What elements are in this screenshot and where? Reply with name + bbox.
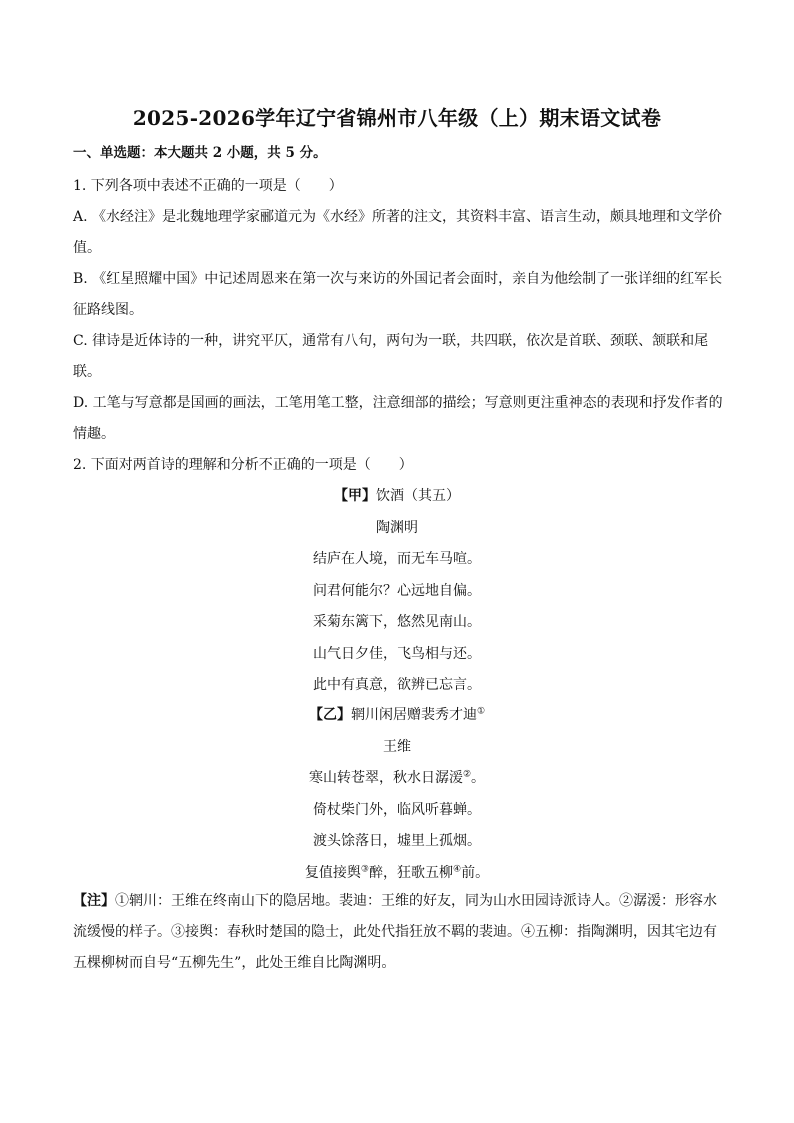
question-2-stem: 2. 下面对两首诗的理解和分析不正确的一项是（ ） [73,457,413,473]
poem-b-line [0,763,794,795]
question-1 [73,171,723,450]
poem-a-line: 结庐在人境，而无车马喧。 [313,551,481,567]
exam-title: 2025-2026学年辽宁省锦州市八年级（上）期末语文试卷 [132,106,662,130]
poem-a-author: 陶渊明 [376,519,418,536]
footnote-mark: ④ [453,863,462,874]
poem-b-title [0,700,794,732]
poem-b-line: 渡头馀落日，墟里上孤烟。 [313,833,481,849]
poem-a-bracket: 【甲】 [334,488,376,504]
poem-b-bracket: 【乙】 [308,707,351,723]
poem-a-title [0,481,794,513]
question-1-stem: 1. 下列各项中表述不正确的一项是（ ） [73,178,343,194]
poem-a-line: 采菊东篱下，悠然见南山。 [313,614,481,630]
footnote-mark: ① [476,706,486,717]
poem-a [0,481,794,702]
poem-b-title-text: 辋川闲居赠裴秀才迪 [350,707,477,723]
question-1-option-a: A. 《水经注》是北魏地理学家郦道元为《水经》所著的注文，其资料丰富、语言生动，颇具地理和文学价值。 [73,209,723,256]
question-1-option-b: B. 《红星照耀中国》中记述周恩来在第一次与来访的外国记者会面时，亲自为他绘制了一张详细的红军长征路线图。 [73,271,723,318]
annotations-text: ①辋川：王维在终南山下的隐居地。裴迪：王维的好友，同为山水田园诗派诗人。②潺湲：形容水流缓慢的样子。③接舆：春秋时楚国的隐士，此处代指狂放不羁的裴迪。④五柳：指陶渊明，因其宅边有五棵柳树而自号“五柳先生”，此处王维自比陶渊明。 [73,893,717,971]
poem-a-title-text: 饮酒（其五） [376,488,460,504]
footnote-mark: ② [462,769,472,780]
poem-a-line: 此中有真意，欲辨已忘言。 [313,677,481,693]
poem-b-line: 倚杖柴门外，临风听暮蝉。 [313,801,481,818]
annotations [73,886,723,979]
poem-b-author: 王维 [383,738,411,755]
poem-b-line-text: 。 [471,770,486,786]
question-1-option-d: D. 工笔与写意都是国画的画法，工笔用笔工整，注意细部的描绘；写意则更注重神态的表现和抒发作者的情趣。 [73,395,723,442]
poem-a-line: 问君何能尔？心远地自偏。 [313,582,481,599]
question-2 [73,450,723,481]
poem-a-line: 山气日夕佳，飞鸟相与还。 [313,645,481,662]
footnote-mark: ③ [360,863,369,874]
poem-b-line [0,858,794,890]
poem-b [0,700,794,889]
poem-b-line-text: 寒山转苍翠，秋水日潺湲 [308,770,463,786]
poem-b-line-text: 复值接舆 [304,864,361,881]
annotations-tag: 【注】 [73,893,115,909]
section-heading: 一、单选题：本大题共 2 小题，共 5 分。 [73,145,327,161]
poem-b-line-text: 前。 [461,864,490,881]
question-1-option-c: C. 律诗是近体诗的一种，讲究平仄，通常有八句，两句为一联，共四联，依次是首联、颈联、颔联和尾联。 [73,333,709,380]
poem-b-line-text: 醉，狂歌五柳 [369,864,453,881]
